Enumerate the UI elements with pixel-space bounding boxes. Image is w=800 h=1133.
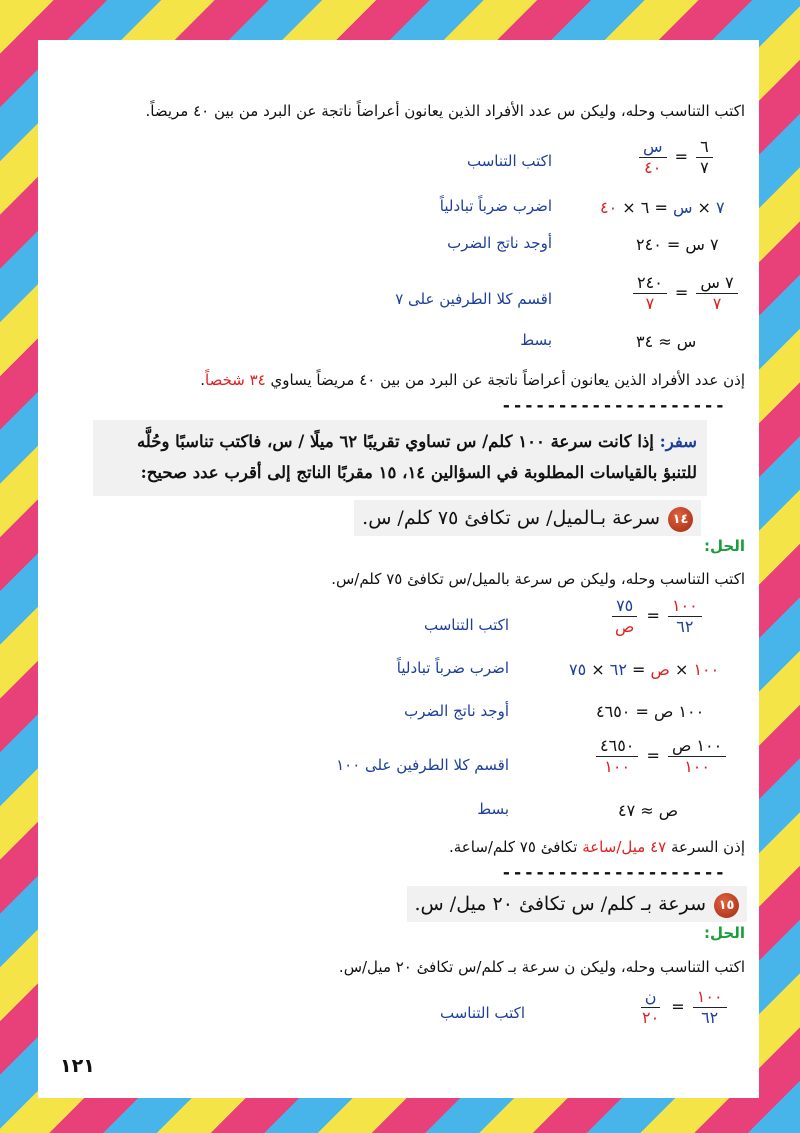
q14-intro: اكتب التناسب وحله، وليكن ص سرعة بالميل/س تكافئ ٧٥ كلم/س. [331,570,745,588]
s1-step-4: اقسم كلا الطرفين على ٧ [395,290,552,308]
numerator: ٢٤٠ [633,274,667,294]
term: ١٠٠ [693,660,720,679]
denominator: ٧ [700,158,709,177]
q14-step-1: اكتب التناسب [424,616,509,634]
problem-line-1 [103,426,697,457]
numerator: ٤٦٥٠ [596,737,638,757]
conclusion-end: . [200,371,205,389]
term: ٧ [716,198,725,217]
s1-step-3: أوجد ناتج الضرب [447,234,552,252]
numerator: ن [641,988,661,1008]
conclusion-end: تكافئ ٧٥ كلم/ساعة. [448,838,578,856]
denominator: ٤٠ [644,158,662,177]
s1-eq5: س ≈ ٣٤ [636,332,697,351]
conclusion-text: إذن السرعة [670,838,745,856]
q14-step-4: اقسم كلا الطرفين على ١٠٠ [336,756,509,774]
q14-eq3: ١٠٠ ص = ٤٦٥٠ [596,702,705,721]
term: ٤٠ [600,198,618,217]
denominator: ٦٢ [676,617,694,636]
equals-sign: = [646,606,660,625]
fraction [639,138,667,177]
answer-highlight: ٣٤ شخصاً [205,371,266,389]
s1-eq1 [636,138,716,177]
denominator: ٧ [712,294,722,313]
divider: -------------------- [501,396,726,416]
q14-eq1 [608,597,705,636]
q14-step-3: أوجد ناتج الضرب [404,702,509,720]
divider: -------------------- [501,863,726,883]
numerator: ٧ س [696,274,737,294]
answer-highlight: ٤٧ ميل/ساعة [582,838,667,856]
numerator: ٧٥ [612,597,637,617]
numerator: س [639,138,667,158]
q14-conclusion [449,838,745,856]
term: ص [650,660,670,679]
denominator: ٢٠ [642,1008,660,1027]
fraction [668,597,702,636]
s1-conclusion [200,371,745,389]
s1-step-2: اضرب ضرباً تبادلياً [439,197,552,215]
q14-solution-label: الحل: [704,537,745,555]
fraction [696,274,737,313]
conclusion-text: إذن عدد الأفراد الذين يعانون أعراضاً ناتجة عن البرد من بين ٤٠ مريضاً يساوي [270,371,745,389]
q14-eq2: ١٠٠ × ص = ٦٢ × ٧٥ [569,660,720,679]
numerator: ١٠٠ [668,597,702,617]
term: س [672,198,693,217]
page [38,40,759,1098]
term: ٧٥ [569,660,587,679]
numerator: ٦ [696,138,713,158]
equals-sign: = [674,283,689,302]
s1-eq2: ٧ × س = ٦ × ٤٠ [600,198,725,217]
fraction [611,597,638,636]
equals-sign: = [674,147,689,166]
fraction [696,138,713,177]
problem-statement [93,420,707,496]
numerator: ١٠٠ [693,988,727,1008]
denominator: ص [615,617,635,636]
question-14 [354,500,701,536]
denominator: ١٠٠ [684,757,710,776]
question-15 [407,886,747,922]
q14-step-5: بسط [477,800,509,818]
q15-intro: اكتب التناسب وحله، وليكن ن سرعة بـ كلم/س تكافئ ٢٠ ميل/س. [338,958,745,976]
s1-eq3: ٧ س = ٢٤٠ [636,235,719,254]
page-number: ١٢١ [60,1055,95,1077]
denominator: ٦٢ [701,1008,719,1027]
q14-step-2: اضرب ضرباً تبادلياً [396,659,509,677]
fraction [638,988,663,1027]
s1-eq4 [630,274,741,313]
fraction [633,274,667,313]
question-number-badge: ١٥ [714,893,739,918]
fraction [668,737,726,776]
problem-text: إذا كانت سرعة ١٠٠ كلم/ س تساوي تقريبًا ٦٢ ميلًا / س، فاكتب تناسبًا وحُلَّه [136,432,654,451]
equals-sign: = [646,746,660,765]
numerator: ١٠٠ ص [668,737,726,757]
question-number-badge: ١٤ [668,507,693,532]
q15-solution-label: الحل: [704,924,745,942]
q14-eq5: ص ≈ ٤٧ [618,801,679,820]
q15-eq1 [635,988,730,1027]
q14-eq4 [593,737,729,776]
fraction [693,988,727,1027]
problem-line-2: للتنبؤ بالقياسات المطلوبة في السؤالين ١٤، ١٥ مقربًا الناتج إلى أقرب عدد صحيح: [140,463,697,482]
s1-intro: اكتب التناسب وحله، وليكن س عدد الأفراد الذين يعانون أعراضاً ناتجة عن البرد من بين ٤٠ مريضاً. [145,102,745,120]
equals-sign: = [671,997,685,1016]
term: ٦ [640,198,650,217]
denominator: ١٠٠ [604,757,631,776]
term: ٦٢ [609,660,627,679]
fraction [596,737,638,776]
s1-step-5: بسط [520,331,552,349]
s1-step-1: اكتب التناسب [467,152,552,170]
problem-label: سفر: [659,432,697,451]
denominator: ٧ [645,294,655,313]
q15-step-1: اكتب التناسب [440,1004,525,1022]
question-title: سرعة بـالميل/ س تكافئ ٧٥ كلم/ س. [362,507,660,529]
question-title: سرعة بـ كلم/ س تكافئ ٢٠ ميل/ س. [414,893,706,915]
